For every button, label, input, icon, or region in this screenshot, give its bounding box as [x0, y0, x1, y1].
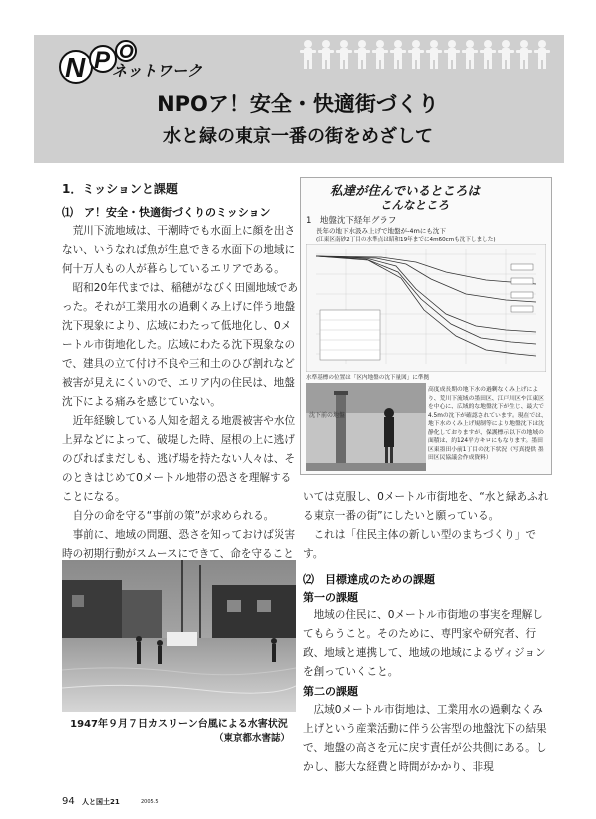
- paragraph: 地域の住民に、0メートル市街地の事実を理解してもらうこと。そのために、専門家や研究者、行政、地域と連携して、地域の地域によるヴィジョンを創っていくこと。: [303, 609, 546, 678]
- photo-caption: 1947年９月７日カスリーン台風による水害状況: [70, 719, 288, 730]
- paragraph: 事前に、地域の問題、恐さを知っておけば災害時の初期行動がスムースにできて、命を守ること: [62, 529, 296, 560]
- paragraph: これは「住民主体の新しい型のまちづくり」です。: [303, 529, 536, 560]
- photo-source: （東京都水害誌）: [213, 733, 290, 744]
- inset-title-line2: こんなところ: [380, 198, 449, 212]
- paragraph: 荒川下流地域は、干潮時でも水面上に顔を出さない、いうなれば魚が生息できる水面下の地域に何十万人もの人が暮らしているエリアである。: [62, 225, 296, 275]
- graph-label: 1 地盤沈下経年グラフ: [306, 216, 397, 226]
- paragraph: 近年経験している人知を超える地震被害や水位上昇などによって、破堤した時、屋根の上に逃げのびればまだしも、逃げ場を持たない人々は、そのときはじめて0メートル地帯の恐さを理解することになる。: [62, 415, 296, 503]
- graph-caption: 水準基標の位置は「区内地盤の沈下量図」に準拠: [306, 375, 430, 381]
- page-number: 94: [62, 796, 75, 807]
- paragraph: 自分の命を守る“事前の策”が求められる。: [72, 510, 275, 522]
- page-title: NPOア！安全・快適街づくり: [157, 92, 439, 116]
- page-subtitle: 水と緑の東京一番の街をめざして: [163, 126, 433, 147]
- flood-photo: [62, 560, 296, 712]
- people-chain-icon: [300, 38, 560, 72]
- svg-text:O: O: [119, 42, 134, 63]
- inset-title: 私達が住んでいるところは: [330, 183, 481, 198]
- subsection-heading: ⑴ ア！安全・快適街づくりのミッション: [62, 206, 271, 219]
- paragraph: 昭和20年代までは、稲穂がなびく田園地域であった。それが工業用水の過剰くみ上げに伴う地盤沈下現象により、広域にわたって低地化し、0メートル市街地化した。広域にわたる沈下現象なので、建具の立て付け不良や三和土のひび割れなど被害が見えにくいので、エリア内の住民は、地盤沈下による痛みを感じていない。: [62, 282, 298, 408]
- subsidence-graph: [306, 244, 546, 372]
- paragraph: いては克服し、0メートル市街地を、“水と緑あふれる東京一番の街”にしたいと願っている。: [303, 491, 549, 522]
- right-column-text: [303, 488, 553, 564]
- photo-label: 沈下前の地盤: [309, 412, 346, 419]
- svg-text:P: P: [94, 47, 111, 74]
- paragraph: 広域0メートル市街地は、工業用水の過剰なくみ上げという産業活動に伴う公害型の地盤沈下の結果で、地盤の高さを元に戻す責任が公共側にある。しかし、膨大な経費と時間がかかり、非現: [303, 704, 547, 773]
- issues-text: [303, 606, 551, 777]
- subsidence-photo: [306, 383, 426, 471]
- issue-heading: 第二の課題: [303, 685, 358, 698]
- series-label: ネットワーク: [112, 62, 203, 80]
- svg-text:N: N: [65, 52, 86, 83]
- issue-heading: 第一の課題: [303, 591, 358, 604]
- journal-name: 人と国土21: [82, 798, 120, 806]
- section-heading: 1．ミッションと課題: [62, 182, 178, 196]
- subsection-heading: ⑵ 目標達成のための課題: [303, 573, 435, 586]
- graph-note: (江東区南砂2丁目の水準点は昭和19年までに4m60cmも沈下しました): [316, 237, 496, 243]
- graph-description: 長年の地下水汲み上げで地盤が-4mにも沈下: [316, 227, 446, 235]
- inset-note: 高度成長期の地下水の過剰なくみ上げにより、荒川下流域の墨田区、江戸川区や江東区を中心に、広域的な地盤沈下が生じ、最大で4.5mの沈下が確認されています。現在では、地下水のくみ上げ規制等により地盤沈下は沈静化しておりますが、保護標示以下の地域の面積は、約124平方キロにもなります。墨田区東墨田小前1丁目の沈下状況（写真提供 墨田区民協議会作成資料）: [428, 387, 547, 461]
- journal-issue: 2005.5: [141, 799, 159, 805]
